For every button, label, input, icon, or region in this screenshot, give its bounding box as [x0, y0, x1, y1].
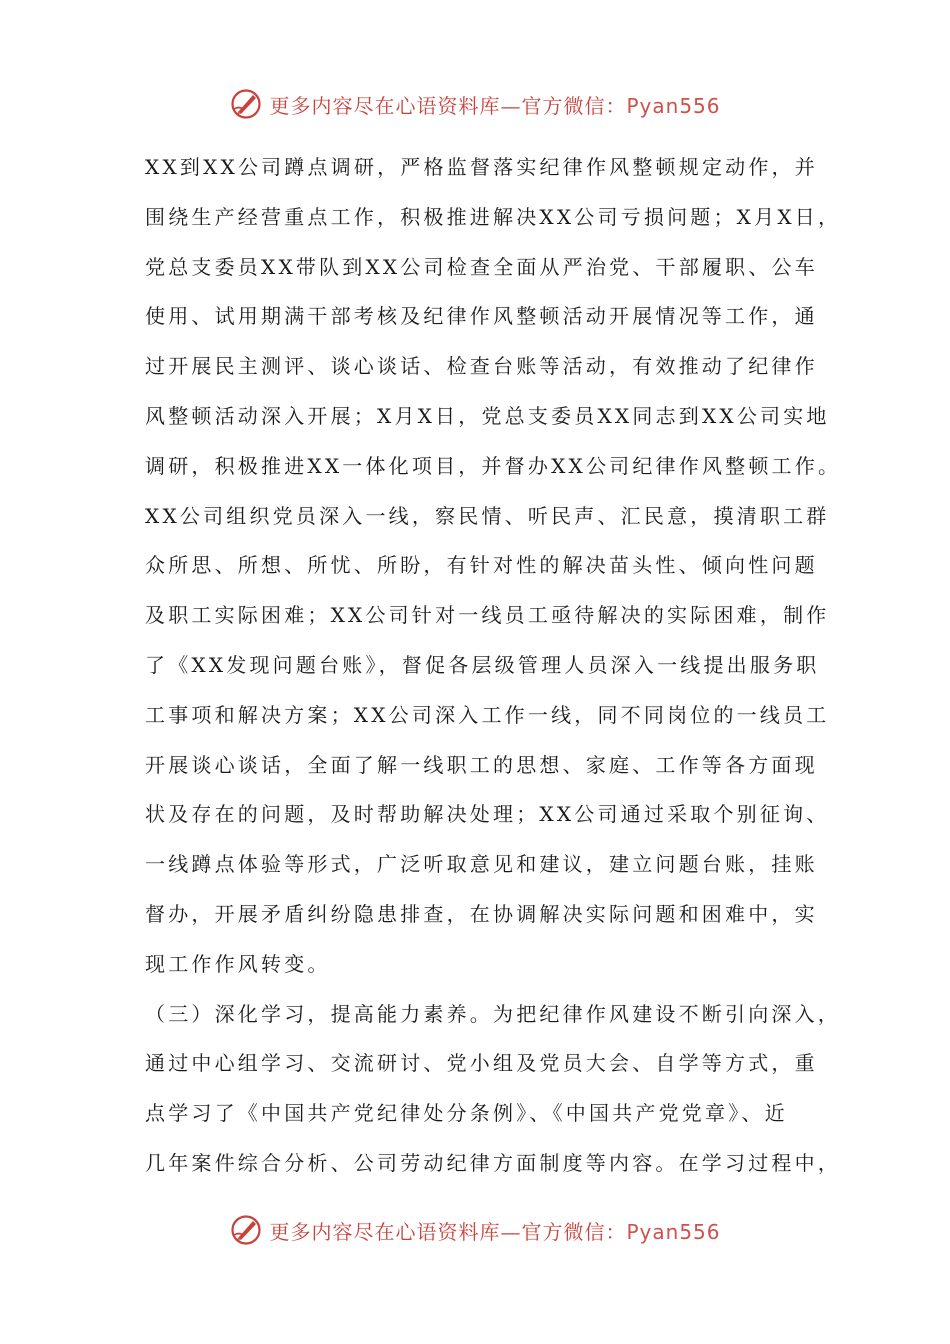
body-line: XX公司组织党员深入一线，察民情、听民声、汇民意，摸清职工群 [145, 503, 830, 528]
header-wechat-id: Pyan556 [626, 93, 721, 118]
body-line: 党总支委员XX带队到XX公司检查全面从严治党、干部履职、公车 [145, 254, 818, 279]
pen-logo-icon [229, 87, 263, 121]
body-line: 几年案件综合分析、公司劳动纪律方面制度等内容。在学习过程中， [145, 1150, 841, 1175]
body-line: 了《XX发现问题台账》，督促各层级管理人员深入一线提出服务职 [145, 652, 820, 677]
body-line: 状及存在的问题，及时帮助解决处理；XX公司通过采取个别征询、 [145, 802, 830, 827]
body-line: 点学习了《中国共产党纪律处分条例》、《中国共产党党章》、近 [145, 1101, 788, 1126]
footer-banner-text: 更多内容尽在心语资料库—官方微信：Pyan556 [269, 1219, 721, 1244]
body-line: 一线蹲点体验等形式，广泛听取意见和建议，建立问题台账，挂账 [145, 852, 818, 877]
body-line: 现工作作风转变。 [145, 951, 331, 976]
body-line: 过开展民主测评、谈心谈话、检查台账等活动，有效推动了纪律作 [145, 354, 818, 379]
document-body [145, 143, 842, 1189]
footer-banner-inner [229, 1213, 720, 1247]
footer-wechat-id: Pyan556 [626, 1219, 721, 1244]
body-line: 调研，积极推进XX一体化项目，并督办XX公司纪律作风整顿工作。 [145, 453, 842, 478]
header-banner [0, 82, 950, 126]
pen-logo-icon [229, 1213, 263, 1247]
header-banner-inner [229, 87, 720, 121]
body-line: 及职工实际困难；XX公司针对一线员工亟待解决的实际困难，制作 [145, 603, 830, 628]
body-line: 通过中心组学习、交流研讨、党小组及党员大会、自学等方式，重 [145, 1051, 818, 1076]
footer-banner [0, 1208, 950, 1252]
section-heading-line: （三）深化学习，提高能力素养。为把纪律作风建设不断引向深入， [145, 1001, 841, 1026]
body-line: 风整顿活动深入开展；X月X日，党总支委员XX同志到XX公司实地 [145, 403, 830, 428]
body-line: 使用、试用期满干部考核及纪律作风整顿活动开展情况等工作，通 [145, 304, 818, 329]
body-line: 围绕生产经营重点工作，积极推进解决XX公司亏损问题；X月X日， [145, 204, 842, 229]
body-line: 督办，开展矛盾纠纷隐患排查，在协调解决实际问题和困难中，实 [145, 901, 818, 926]
header-banner-text: 更多内容尽在心语资料库—官方微信：Pyan556 [269, 93, 721, 118]
body-line: 众所思、所想、所忧、所盼，有针对性的解决苗头性、倾向性问题 [145, 553, 818, 578]
body-line: XX到XX公司蹲点调研，严格监督落实纪律作风整顿规定动作，并 [145, 155, 818, 179]
body-line: 工事项和解决方案；XX公司深入工作一线，同不同岗位的一线员工 [145, 702, 830, 727]
body-line: 开展谈心谈话，全面了解一线职工的思想、家庭、工作等各方面现 [145, 752, 818, 777]
